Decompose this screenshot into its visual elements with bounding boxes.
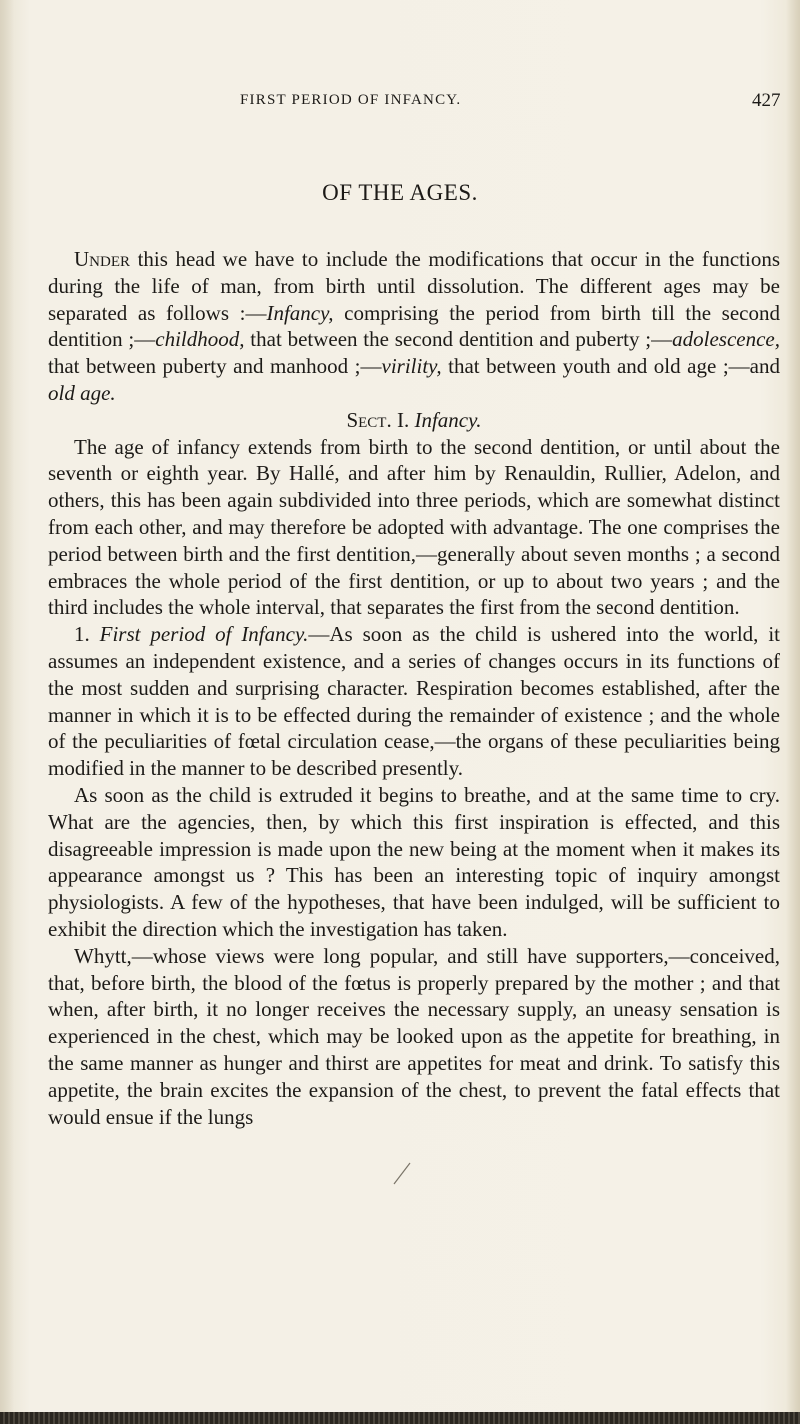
running-head: [0, 92, 800, 116]
running-head-title: FIRST PERIOD OF INFANCY.: [240, 92, 462, 108]
body-text: [48, 246, 780, 1130]
paragraph-breathing: As soon as the child is extruded it begins to breathe, and at the same time to cry. What are the agencies, then, by which this first inspiration is effected, and this disagreeable impression is made upon the new being at the moment when it makes its appearance amongst us ? This has been an interesting topic of inquiry amongst physiologists. A few of the hypotheses, that have been indulged, will be sufficient to exhibit the direction which the investigation has taken.: [48, 782, 780, 941]
section-label: Sect. I.: [346, 407, 410, 432]
intro-text-4: that between puberty and manhood ;—: [48, 354, 382, 379]
paragraph-whytt: Whytt,—whose views were long popular, and still have supporters,—conceived, that, before birth, the blood of the fœtus is properly prepared by the mother ; and that when, after birth, it no longer receives the necessary supply, an uneasy sensation is experienced in the chest, which may be looked upon as the appetite for breathing, in the same manner as hunger and thirst are appetites for meat and drink. To satisfy this appetite, the brain excites the expansion of the chest, to prevent the fatal effects that would ensue if the lungs: [48, 943, 780, 1129]
paragraph-infancy-age: The age of infancy extends from birth to the second dentition, or until about the seventh or eighth year. By Hallé, and after him by Renauldin, Rullier, Adelon, and others, this has been again subdivided into three periods, which are somewhat distinct from each other, and may therefore be adopted with advantage. The one comprises the period between birth and the first dentition,—generally about seven months ; a second embraces the whole period of the first dentition, or up to about two years ; and the third includes the whole interval, that separates the first from the second dentition.: [48, 434, 780, 620]
intro-text-2: comprising the period from birth till the second dentition ;—: [48, 300, 780, 352]
pencil-mark: [392, 1160, 414, 1186]
intro-text-1: this head we have to include the modifications that occur in the functions during the life of man, from birth until dissolution. The different ages may be separated as follows :—: [48, 247, 780, 325]
intro-italic-virility: virility,: [381, 354, 442, 379]
page-right-edge: [786, 0, 800, 1424]
chapter-heading: OF THE AGES.: [322, 180, 478, 205]
intro-lead-word: Under: [74, 247, 130, 271]
paragraph-first-period: [48, 621, 780, 782]
para2-text: —As soon as the child is ushered into the world, it assumes an independent existence, and a series of changes occurs in its functions of the most sudden and surprising character. Respiration becomes established, after the manner in which it is to be effected during the remainder of existence ; and the whole of the peculiarities of fœtal circulation cease,—the organs of these peculiarities being modified in the manner to be described presently.: [48, 622, 780, 781]
intro-italic-old-age: old age.: [48, 380, 116, 405]
intro-italic-childhood: childhood,: [155, 327, 245, 352]
intro-text-3: that between the second dentition and puberty ;—: [244, 327, 673, 352]
page-number: 427: [752, 90, 781, 111]
page-left-edge: [0, 0, 14, 1424]
intro-paragraph: [48, 246, 780, 407]
section-heading: [48, 407, 780, 434]
intro-italic-infancy: Infancy,: [266, 300, 334, 325]
intro-italic-adolescence: adolescence,: [672, 327, 780, 352]
scan-bottom-band: [0, 1412, 800, 1424]
para2-italic-title: First period of Infancy.: [99, 622, 309, 647]
section-title: Infancy.: [414, 407, 482, 432]
intro-text-5: that between youth and old age ;—and: [441, 354, 780, 379]
para2-number: 1.: [74, 622, 100, 647]
